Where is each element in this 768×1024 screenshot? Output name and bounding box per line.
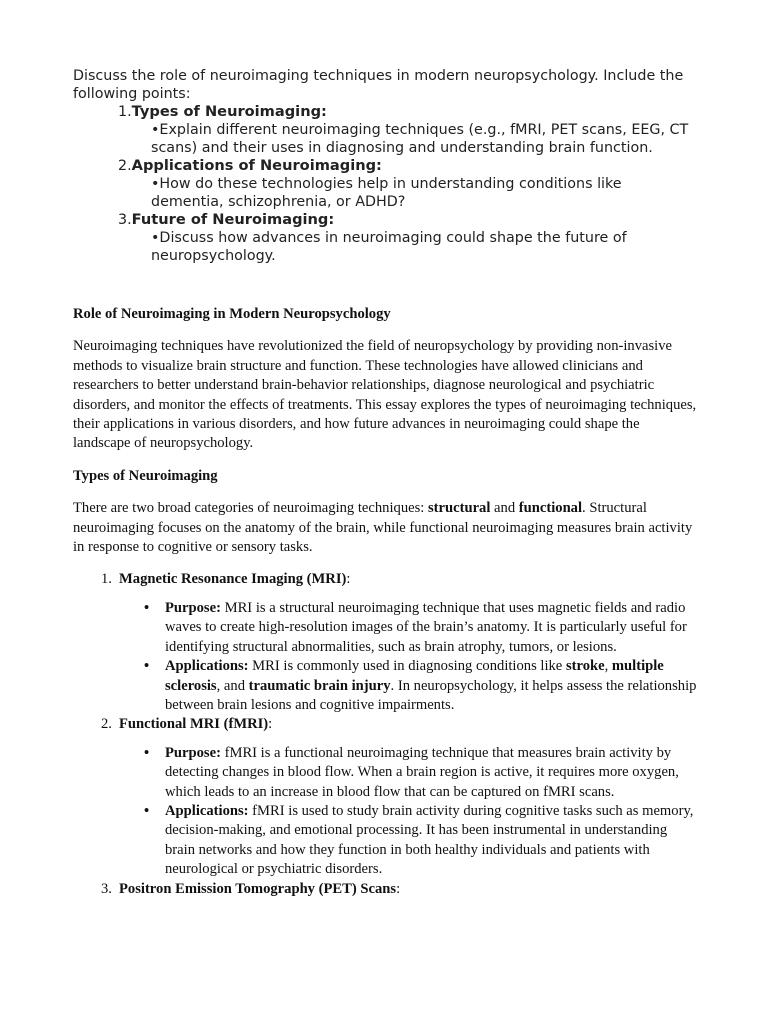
prompt-point-3 xyxy=(118,211,703,265)
point-detail: •How do these technologies help in understanding conditions like dementia, schizophrenia, or ADHD? xyxy=(151,176,622,210)
technique-pet xyxy=(73,880,698,899)
technique-details xyxy=(73,744,698,880)
essay-title: Role of Neuroimaging in Modern Neuropsychology xyxy=(73,306,391,322)
techniques-list xyxy=(73,570,698,899)
section-heading-types: Types of Neuroimaging xyxy=(73,467,218,484)
technique-heading: 3. Positron Emission Tomography (PET) Scans: xyxy=(101,880,401,897)
point-number: 2. xyxy=(118,158,132,174)
essay-body xyxy=(73,305,698,908)
prompt-intro: Discuss the role of neuroimaging techniques in modern neuropsychology. Include the following points: xyxy=(73,68,684,102)
types-intro-paragraph: There are two broad categories of neuroimaging techniques: structural and functional. Structural neuroimaging focuses on the anatomy of the brain, while functional neuroimaging measures brain activity in response to cognitive or sensory tasks. xyxy=(73,500,693,556)
assignment-prompt xyxy=(73,67,703,265)
applications-bullet: • Applications: MRI is commonly used in diagnosing conditions like stroke, multiple sclerosis, and traumatic brain injury. In neuropsychology, it helps assess the relationship between brain lesions and cognitive impairments. xyxy=(144,658,697,713)
purpose-bullet: • Purpose: fMRI is a functional neuroimaging technique that measures brain activity by detecting changes in blood flow. When a brain region is active, it requires more oxygen, which leads to an increase in blood flow that can be captured on fMRI scans. xyxy=(144,744,679,800)
point-title: Types of Neuroimaging: xyxy=(131,103,327,120)
purpose-bullet: • Purpose: MRI is a structural neuroimaging technique that uses magnetic fields and radio waves to create high-resolution images of the brain’s anatomy. It is particularly useful for identifying structural abnormalities, such as brain atrophy, tumors, or lesions. xyxy=(144,599,687,655)
technique-mri xyxy=(73,570,698,715)
applications-bullet: • Applications: fMRI is used to study brain activity during cognitive tasks such as memory, decision-making, and emotional processing. It has been instrumental in understanding brain networks and how they function in both healthy individuals and patients with neurological or psychiatric disorders. xyxy=(144,802,694,878)
prompt-point-1 xyxy=(118,103,703,157)
point-detail: •Discuss how advances in neuroimaging could shape the future of neuropsychology. xyxy=(151,230,627,264)
point-number: 1. xyxy=(118,104,132,120)
technique-details xyxy=(73,599,698,715)
essay-intro-paragraph: Neuroimaging techniques have revolutionized the field of neuropsychology by providing non-invasive methods to visualize brain structure and function. These technologies have allowed clinicians and researchers to better understand brain-behavior relationships, diagnose neurological and psychiatric disorders, and monitor the effects of treatments. This essay explores the types of neuroimaging techniques, their applications in various disorders, and how future advances in neuroimaging could shape the landscape of neuropsychology. xyxy=(73,338,697,452)
point-detail: •Explain different neuroimaging techniques (e.g., fMRI, PET scans, EEG, CT scans) and their uses in diagnosing and understanding brain function. xyxy=(151,122,689,156)
point-number: 3. xyxy=(118,212,132,228)
point-title: Future of Neuroimaging: xyxy=(131,211,335,228)
prompt-point-2 xyxy=(118,157,703,211)
technique-fmri xyxy=(73,715,698,879)
point-title: Applications of Neuroimaging: xyxy=(131,157,382,174)
technique-heading: 2. Functional MRI (fMRI): xyxy=(101,716,273,733)
technique-heading: 1. Magnetic Resonance Imaging (MRI): xyxy=(101,571,351,588)
